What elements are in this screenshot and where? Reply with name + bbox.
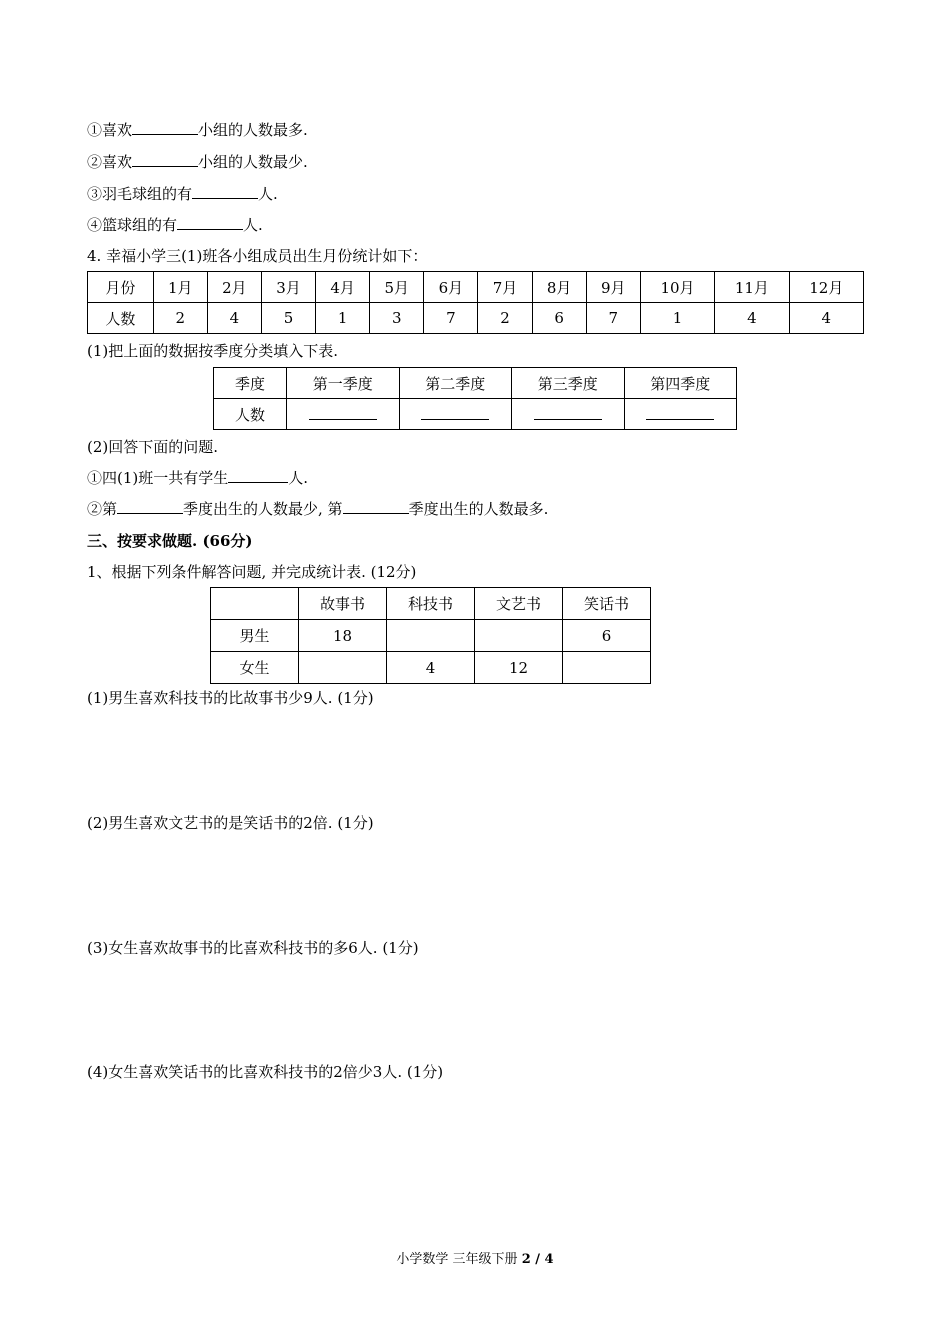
column-header: 文艺书 xyxy=(474,588,562,620)
section-3-title: 三、按要求做题. (66分) xyxy=(87,532,253,550)
q3-item-2: ②喜欢 小组的人数最少. xyxy=(87,153,308,171)
q4-ans2: ②第 季度出生的人数最少, 第 季度出生的人数最多. xyxy=(87,500,549,518)
condition-2: (2)男生喜欢文艺书的是笑话书的2倍. (1分) xyxy=(87,814,374,832)
count-cell: 1 xyxy=(316,303,370,334)
q3-item-1: ①喜欢 小组的人数最多. xyxy=(87,121,308,139)
table-cell: 6 xyxy=(563,620,651,652)
row-header: 男生 xyxy=(211,620,299,652)
condition-3: (3)女生喜欢故事书的比喜欢科技书的多6人. (1分) xyxy=(87,939,419,957)
season-fill-cell[interactable] xyxy=(287,399,400,430)
month-cell: 8月 xyxy=(532,272,586,303)
corner-cell xyxy=(211,588,299,620)
answer-blank[interactable] xyxy=(309,405,377,420)
q4-sub1: (1)把上面的数据按季度分类填入下表. xyxy=(87,342,339,360)
count-cell: 2 xyxy=(153,303,207,334)
month-cell: 3月 xyxy=(261,272,315,303)
count-cell: 4 xyxy=(207,303,261,334)
month-cell: 12月 xyxy=(789,272,863,303)
answer-blank[interactable] xyxy=(228,468,288,483)
condition-4: (4)女生喜欢笑话书的比喜欢科技书的2倍少3人. (1分) xyxy=(87,1063,444,1081)
count-cell: 7 xyxy=(424,303,478,334)
month-cell: 2月 xyxy=(207,272,261,303)
q4-ans1: ①四(1)班一共有学生 人. xyxy=(87,469,309,487)
q4-title: 4. 幸福小学三(1)班各小组成员出生月份统计如下： xyxy=(87,247,428,265)
table-cell[interactable] xyxy=(563,652,651,684)
table-row xyxy=(211,652,651,684)
answer-blank[interactable] xyxy=(343,499,409,514)
section-3-q1-title: 1、根据下列条件解答问题, 并完成统计表. (12分) xyxy=(87,563,417,581)
table-cell[interactable] xyxy=(387,620,475,652)
season-cell: 第四季度 xyxy=(624,368,737,399)
count-cell: 4 xyxy=(715,303,789,334)
season-cell: 第一季度 xyxy=(287,368,400,399)
table-row xyxy=(88,272,864,303)
month-cell: 9月 xyxy=(586,272,640,303)
table-cell: 12 xyxy=(474,652,562,684)
month-cell: 7月 xyxy=(478,272,532,303)
season-fill-cell[interactable] xyxy=(399,399,512,430)
count-cell: 2 xyxy=(478,303,532,334)
month-cell: 5月 xyxy=(370,272,424,303)
count-cell: 4 xyxy=(789,303,863,334)
q4-sub2: (2)回答下面的问题. xyxy=(87,438,219,456)
answer-blank[interactable] xyxy=(646,405,714,420)
row-header: 女生 xyxy=(211,652,299,684)
book-preference-table xyxy=(210,587,651,684)
birth-month-table xyxy=(87,271,864,334)
column-header: 科技书 xyxy=(387,588,475,620)
month-cell: 6月 xyxy=(424,272,478,303)
season-cell: 第三季度 xyxy=(512,368,625,399)
footer-label: 小学数学 三年级下册 xyxy=(396,1252,522,1267)
season-cell: 第二季度 xyxy=(399,368,512,399)
count-cell: 1 xyxy=(640,303,714,334)
row-header: 月份 xyxy=(88,272,154,303)
condition-1: (1)男生喜欢科技书的比故事书少9人. (1分) xyxy=(87,689,374,707)
count-cell: 7 xyxy=(586,303,640,334)
q3-item-4: ④篮球组的有 人. xyxy=(87,216,263,234)
answer-blank[interactable] xyxy=(421,405,489,420)
answer-blank[interactable] xyxy=(192,184,258,199)
season-table xyxy=(213,367,737,430)
season-fill-cell[interactable] xyxy=(512,399,625,430)
table-cell: 18 xyxy=(298,620,386,652)
count-cell: 6 xyxy=(532,303,586,334)
table-row xyxy=(211,620,651,652)
row-header: 季度 xyxy=(214,368,287,399)
answer-blank[interactable] xyxy=(534,405,602,420)
page-number: 2 / 4 xyxy=(521,1252,554,1267)
table-row xyxy=(214,399,737,430)
column-header: 笑话书 xyxy=(563,588,651,620)
table-row xyxy=(214,368,737,399)
answer-blank[interactable] xyxy=(117,499,183,514)
season-fill-cell[interactable] xyxy=(624,399,737,430)
month-cell: 1月 xyxy=(153,272,207,303)
page-footer xyxy=(0,1248,950,1267)
count-cell: 3 xyxy=(370,303,424,334)
row-header: 人数 xyxy=(214,399,287,430)
answer-blank[interactable] xyxy=(177,215,243,230)
month-cell: 10月 xyxy=(640,272,714,303)
table-cell: 4 xyxy=(387,652,475,684)
table-cell[interactable] xyxy=(474,620,562,652)
answer-blank[interactable] xyxy=(132,152,198,167)
table-row xyxy=(211,588,651,620)
q3-item-3: ③羽毛球组的有 人. xyxy=(87,185,278,203)
table-cell[interactable] xyxy=(298,652,386,684)
table-row xyxy=(88,303,864,334)
count-cell: 5 xyxy=(261,303,315,334)
answer-blank[interactable] xyxy=(132,120,198,135)
month-cell: 4月 xyxy=(316,272,370,303)
column-header: 故事书 xyxy=(298,588,386,620)
month-cell: 11月 xyxy=(715,272,789,303)
row-header: 人数 xyxy=(88,303,154,334)
